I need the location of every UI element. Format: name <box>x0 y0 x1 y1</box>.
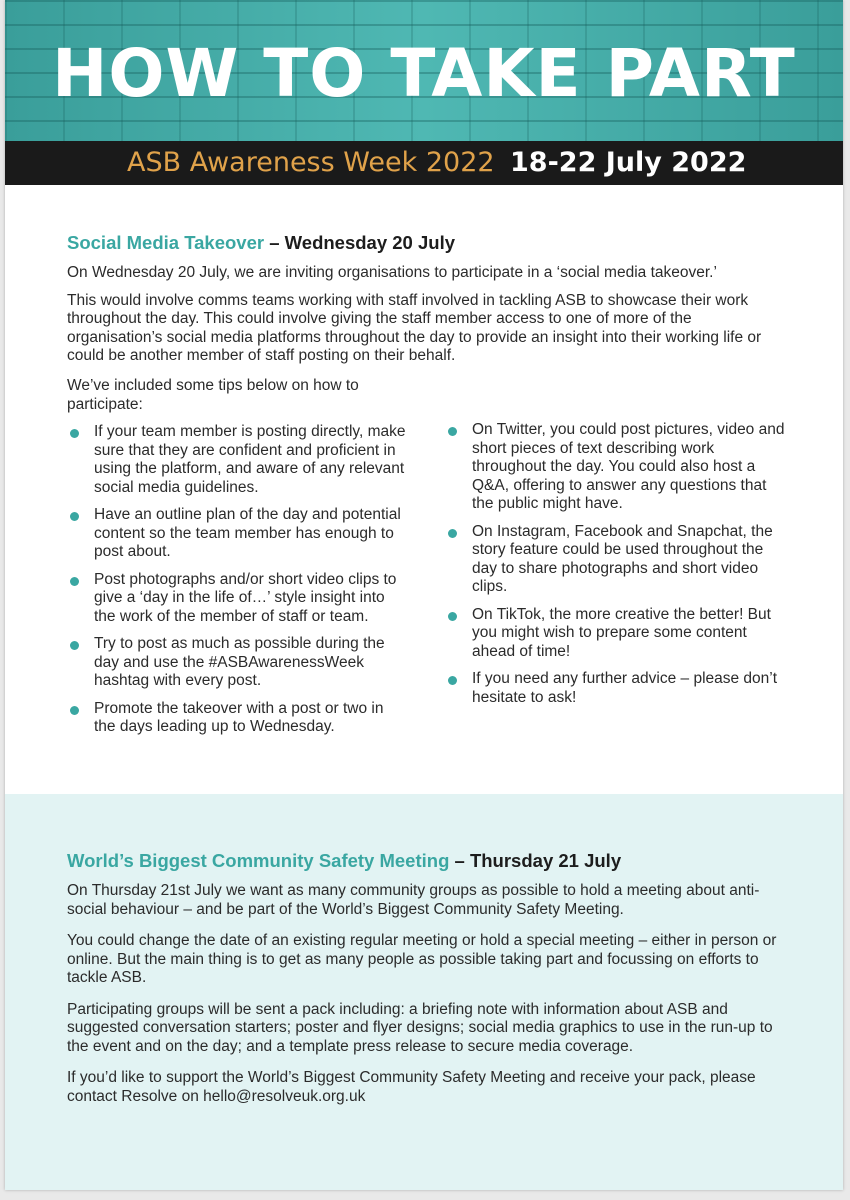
paragraph: This would involve comms teams working with staff involved in tackling ASB to showcase their work throughout the day. This could involve giving the staff member access to one of more of the organisation’s social media platforms throughout the day to provide an insight into their working life or could be another member of staff posting on their behalf. <box>67 291 762 364</box>
community-safety-meeting-section <box>67 848 787 1119</box>
bullet-icon <box>70 577 79 586</box>
list-item-text: On Twitter, you could post pictures, video and short pieces of text describing work throughout the day. You could also host a Q&A, offering to answer any questions that the public might have. <box>472 421 785 512</box>
bullet-icon <box>70 429 79 438</box>
list-item-text: Try to post as much as possible during the day and use the #ASBAwarenessWeek hashtag with every post. <box>94 635 385 689</box>
section-heading-title: Social Media Takeover <box>67 232 265 253</box>
list-item <box>445 606 785 662</box>
list-item <box>445 670 785 707</box>
tips-left-column <box>67 377 407 746</box>
list-item-text: On TikTok, the more creative the better! But you might wish to prepare some content ahead of time! <box>472 605 771 660</box>
bullet-icon <box>448 427 457 436</box>
section-heading-date: – Wednesday 20 July <box>269 232 455 253</box>
tips-intro: We’ve included some tips below on how to participate: <box>67 377 359 413</box>
list-item-text: If your team member is posting directly, make sure that they are confident and proficient in using the platform, and aware of any relevant social media guidelines. <box>94 423 406 496</box>
bullet-icon <box>70 706 79 715</box>
list-item-text: If you need any further advice – please don’t hesitate to ask! <box>472 670 778 706</box>
bullet-icon <box>448 529 457 538</box>
event-dates: 18-22 July 2022 <box>510 147 747 178</box>
bullet-icon <box>448 612 457 621</box>
list-item <box>67 571 407 627</box>
list-item-text: Promote the takeover with a post or two in the days leading up to Wednesday. <box>94 699 384 735</box>
paragraph: You could change the date of an existing regular meeting or hold a special meeting – either in person or online. But the main thing is to get as many people as possible taking part and focussing on efforts to tackle ASB. <box>67 932 777 986</box>
paragraph: Participating groups will be sent a pack including: a briefing note with information about ASB and suggested conversation starters; poster and flyer designs; social media graphics to use in the run-up to the event and on the day; and a template press release to secure media coverage. <box>67 1000 773 1055</box>
list-item <box>445 523 785 597</box>
list-item-text: On Instagram, Facebook and Snapchat, the story feature could be used throughout the day to share photographs and short video clips. <box>472 522 773 595</box>
tips-list-left <box>67 423 407 737</box>
section-heading <box>67 230 787 256</box>
document-page <box>5 0 843 1190</box>
event-bar <box>5 141 843 185</box>
tips-right-column <box>445 421 785 716</box>
event-name: ASB Awareness Week 2022 <box>127 147 495 178</box>
bullet-icon <box>70 641 79 650</box>
section-heading-title: World’s Biggest Community Safety Meeting <box>67 850 450 871</box>
bullet-icon <box>448 676 457 685</box>
list-item <box>67 506 407 562</box>
section-heading-date: – Thursday 21 July <box>454 850 622 871</box>
list-item <box>67 635 407 691</box>
list-item <box>67 700 407 737</box>
contact-paragraph: If you’d like to support the World’s Biggest Community Safety Meeting and receive your pack, please contact Resolve on hello@resolveuk.org.uk <box>67 1069 756 1105</box>
paragraph: On Wednesday 20 July, we are inviting organisations to participate in a ‘social media takeover.’ <box>67 264 717 281</box>
page-title: HOW TO TAKE PART <box>52 35 796 112</box>
tips-list-right <box>445 421 785 707</box>
list-item <box>445 421 785 514</box>
section-heading <box>67 848 787 874</box>
header-banner <box>5 0 843 141</box>
paragraph: On Thursday 21st July we want as many community groups as possible to hold a meeting about anti-social behaviour – and be part of the World’s Biggest Community Safety Meeting. <box>67 882 760 918</box>
list-item <box>67 423 407 497</box>
social-media-takeover-section <box>67 230 787 375</box>
list-item-text: Post photographs and/or short video clips to give a ‘day in the life of…’ style insight into the work of the member of staff or team. <box>94 570 397 625</box>
list-item-text: Have an outline plan of the day and potential content so the team member has enough to post about. <box>94 506 401 560</box>
bullet-icon <box>70 512 79 521</box>
